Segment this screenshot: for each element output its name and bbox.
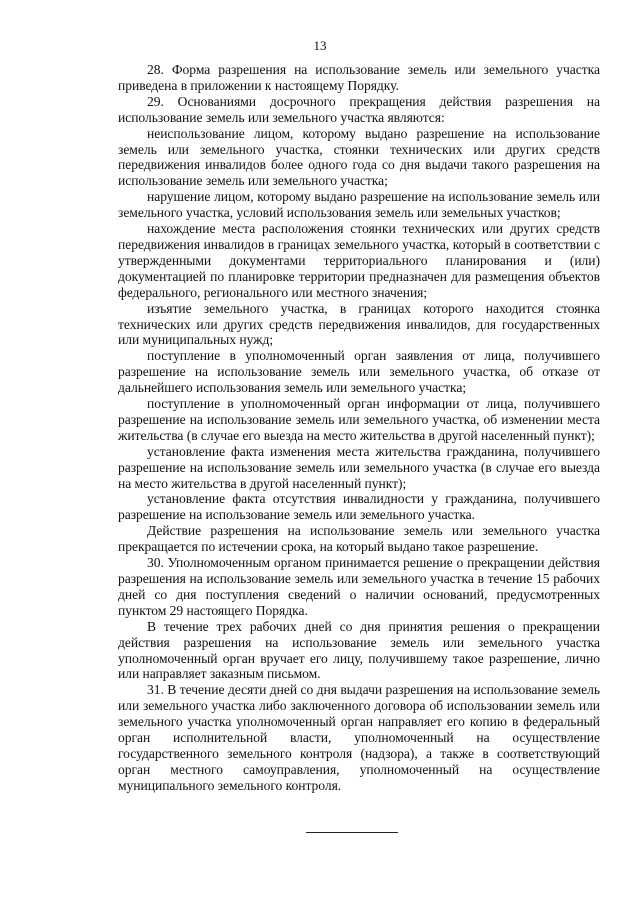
ground-item-planning: нахождение места расположения стоянки технических или других средств передвижения инвалидов в границах земельного участка, который в соответствии с утвержденными документами территориального планирования и (или) документацией по планировке территории предназначен для размещения объектов федерального, регионального или местного значения; [118,221,600,300]
ground-item-no-disability: установление факта отсутствия инвалидности у гражданина, получившего разрешение на использование земель или земельного участка. [118,491,600,523]
paragraph-31: 31. В течение десяти дней со дня выдачи разрешения на использование земель или земельного участка либо заключенного договора об использовании земель или земельного участка уполномоченный орган направляет его копию в федеральный орган исполнительной власти, уполномоченный на осуществление государственного земельного контроля (надзора), а также в соответствующий орган местного самоуправления, уполномоченный на осуществление муниципального земельного контроля. [118,682,600,793]
ground-item-relocation-info: поступление в уполномоченный орган информации от лица, получившего разрешение на использование земель или земельного участка, об изменении места жительства (в случае его выезда на место жительства в другой населенный пункт); [118,396,600,443]
paragraph-30: 30. Уполномоченным органом принимается решение о прекращении действия разрешения на использование земель или земельного участка в течение 15 рабочих дней со дня поступления сведений о наличии оснований, предусмотренных пунктом 29 настоящего Порядка. [118,555,600,618]
paragraph-28: 28. Форма разрешения на использование земель или земельного участка приведена в приложении к настоящему Порядку. [118,62,600,93]
page-number: 13 [313,38,327,53]
ground-item-relocation-fact: установление факта изменения места жительства гражданина, получившего разрешение на использование земель или земельного участка (в случае его выезда на место жительства в другой населенный пункт); [118,443,600,491]
paragraph-expiry: Действие разрешения на использование земель или земельного участка прекращается по истечении срока, на который выдано такое разрешение. [118,523,600,555]
ground-item-seizure: изъятие земельного участка, в границах которого находится стоянка технических или других средств передвижения инвалидов, для государственных или муниципальных нужд; [118,300,600,348]
ground-item-violation: нарушение лицом, которому выдано разрешение на использование земель или земельного участка, условий использования земель или земельных участков; [118,189,600,221]
ground-item-nonuse: неиспользование лицом, которому выдано разрешение на использование земель или земельного участка, стоянки технических или других средств передвижения инвалидов более одного года со дня выдачи такого разрешения на использование земель или земельного участка; [118,125,600,189]
document-body [118,62,600,794]
paragraph-29: 29. Основаниями досрочного прекращения действия разрешения на использование земель или земельного участка являются: [118,93,600,125]
ground-item-refusal: поступление в уполномоченный орган заявления от лица, получившего разрешение на использование земель или земельного участка, об отказе от дальнейшего использования земель или земельного участка; [118,348,600,396]
paragraph-30-delivery: В течение трех рабочих дней со дня принятия решения о прекращении действия разрешения на использование земель или земельного участка уполномоченный орган вручает его лицу, получившему такое разрешение, лично или направляет заказным письмом. [118,618,600,682]
end-divider [306,832,398,833]
